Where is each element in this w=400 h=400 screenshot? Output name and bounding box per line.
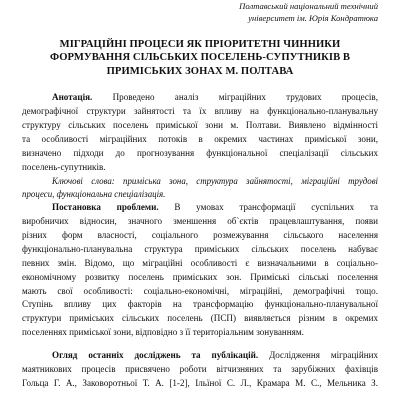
keywords-label: Ключові слова: bbox=[52, 175, 115, 186]
author-affiliation bbox=[22, 0, 378, 24]
problem-line-6: економічному розвитку поселень приміських зон. Приміські сільські поселення bbox=[22, 271, 378, 282]
abstract-line-5: визначено підходи до прогнозування функціональної спеціалізації сільських bbox=[22, 147, 378, 158]
abstract-line-6: поселень-супутників. bbox=[22, 161, 106, 172]
abstract-label: Анотація. bbox=[52, 92, 93, 103]
review-label: Огляд останніх досліджень та публікацій. bbox=[52, 350, 259, 361]
affiliation-line-1: Полтавський національний технічний bbox=[239, 1, 378, 11]
affiliation-line-2: університет ім. Юрія Кондратюка bbox=[248, 13, 378, 23]
problem-label: Постановка проблеми. bbox=[52, 202, 159, 213]
keywords-line-2: процеси, функціональна спеціалізація. bbox=[22, 188, 166, 199]
abstract-line-3: структуру сільських поселень приміської зони м. Полтави. Виявлено відмінності bbox=[22, 120, 378, 131]
review-line-2: маятникових процесів присвячено роботи вітчизняних та зарубіжних фахівців bbox=[22, 364, 378, 375]
abstract-line-4: та особливості міграційних потоків в окремих частинах приміської зони, bbox=[22, 133, 378, 144]
problem-line-8: Ступінь впливу цих факторів на трансформацію функціонально-планувальної bbox=[22, 299, 378, 310]
literature-review bbox=[22, 349, 378, 391]
title-line-1: МІГРАЦІЙНІ ПРОЦЕСИ ЯК ПРІОРИТЕТНІ ЧИННИКИ bbox=[59, 39, 341, 50]
problem-line-2: виробничих відносин, значного зменшення об`єктів працевлаштування, появи bbox=[22, 215, 378, 226]
abstract-first-line bbox=[22, 91, 378, 105]
problem-line-10: поселеннях приміської зони, відповідно з її територіальним зонуванням. bbox=[22, 327, 304, 338]
keywords bbox=[22, 175, 378, 201]
keywords-line-1: приміська зона, структура зайнятості, міграційні трудові bbox=[123, 175, 378, 186]
paper-page bbox=[22, 0, 378, 400]
problem-first-line bbox=[22, 201, 378, 215]
problem-line-4: функціонально-планувальна структура приміських сільських поселень набуває bbox=[22, 243, 378, 254]
abstract bbox=[22, 91, 378, 174]
abstract-line-2: демографічної структури зайнятості та їх впливу на функціонально-планувальну bbox=[22, 106, 378, 117]
problem-line-9: структури приміських сільських поселень (ПСП) виявляється різним в окремих bbox=[22, 313, 378, 324]
title-line-3: ПРИМІСЬКИХ ЗОНАХ М. ПОЛТАВА bbox=[106, 65, 294, 77]
title-line-2: ФОРМУВАННЯ СІЛЬСЬКИХ ПОСЕЛЕНЬ-СУПУТНИКІВ В bbox=[49, 52, 351, 64]
problem-line-3: різних форм власності, соціального розмежування сільського населення bbox=[22, 229, 378, 240]
review-first-line bbox=[22, 349, 378, 363]
problem-statement bbox=[22, 201, 378, 340]
keywords-first-line bbox=[22, 175, 378, 188]
abstract-line-1: Проведено аналіз міграційних трудових процесів, bbox=[112, 92, 378, 103]
paper-title bbox=[22, 38, 378, 78]
problem-line-7: мають свої особливості: соціально-економічні, міграційні, демографічні тощо. bbox=[22, 285, 378, 296]
review-line-1: Дослідження міграційних bbox=[269, 350, 378, 361]
problem-line-5: певних змін. Відомо, що міграційні особливості є визначальними в соціально- bbox=[22, 257, 378, 268]
review-line-3: Гольца Г. А., Заковоротньої Т. А. [1-2], Ільїної С. Л., Крамара М. С., Мельника З. bbox=[22, 377, 378, 388]
problem-line-1: В умовах трансформації суспільних та bbox=[174, 202, 378, 213]
